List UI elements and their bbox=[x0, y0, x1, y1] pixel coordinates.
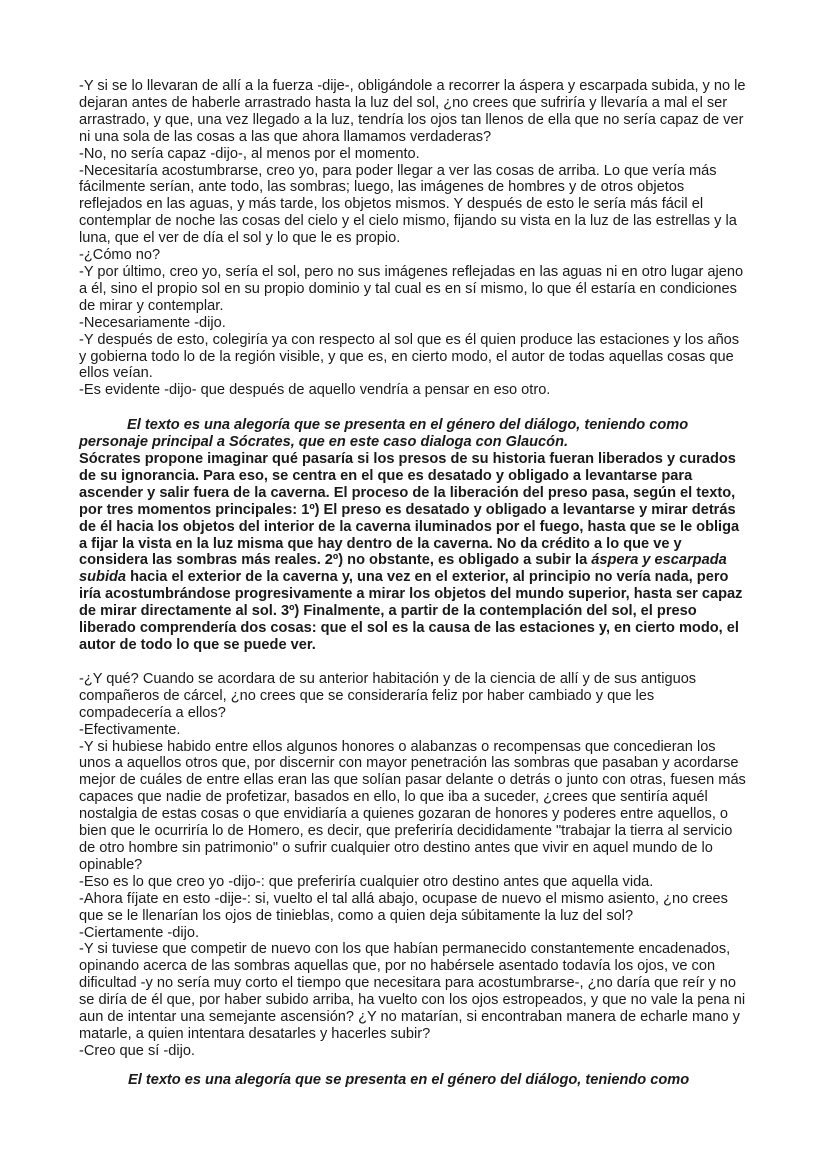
dialog-line: -Ahora fíjate en esto -dije-: si, vuelto el tal allá abajo, ocupase de nuevo el mismo asiento, ¿no crees bbox=[79, 890, 728, 907]
dialog-line: luna, que el ver de día el sol y lo que le es propio. bbox=[79, 230, 401, 247]
dialog-line: matarle, a quien intentara desatarles y hacerles subir? bbox=[79, 1025, 431, 1042]
summary-line: liberado comprendería dos cosas: que el sol es la causa de las estaciones y, en cierto modo, el bbox=[79, 620, 739, 637]
dialog-line: -Y después de esto, colegiría ya con respecto al sol que es él quien produce las estaciones y los años bbox=[79, 331, 740, 348]
dialog-line: de otro hombre sin patrimonio" o sufrir cualquier otro destino antes que vivir en aquel mundo de lo bbox=[79, 839, 713, 856]
summary-line: de su ignorancia. Para eso, se centra en el que es desatado y obligado a levantarse para bbox=[79, 467, 693, 484]
summary-line: iría acostumbrándose progresivamente a mirar los objetos del mundo superior, hasta ser capaz bbox=[79, 586, 743, 603]
dialog-line: a él, sino el propio sol en su propio dominio y tal cual es en sí mismo, lo que él estaría en condiciones bbox=[79, 280, 737, 297]
dialog-line: arrastrado, y que, una vez llegado a la luz, tendría los ojos tan llenos de ella que no sería capaz de ver bbox=[79, 111, 744, 128]
dialog-line: ni una sola de las cosas a las que ahora llamamos verdaderas? bbox=[79, 128, 492, 145]
quoted-phrase: áspera y escarpada bbox=[591, 552, 727, 569]
summary-line: Sócrates propone imaginar qué pasaría si los presos de su historia fueran liberados y curados bbox=[79, 451, 736, 468]
summary-text: considera las sombras más reales. 2º) no obstante, es obligado a subir la bbox=[79, 552, 592, 569]
dialog-line: aun de intentar una semejante ascensión? ¿Y no matarían, si encontraban manera de echarle mano y bbox=[79, 1009, 740, 1026]
dialog-line: reflejados en las aguas, y más tarde, los objetos mismos. Y después de esto le sería más fácil el bbox=[79, 196, 704, 213]
dialog-line: compadecería a ellos? bbox=[79, 704, 226, 721]
dialog-line: -Y si se lo llevaran de allí a la fuerza -dije-, obligándole a recorrer la áspera y escarpada subida, y no le bbox=[79, 78, 746, 94]
dialog-line: -No, no sería capaz -dijo-, al menos por el momento. bbox=[79, 145, 420, 162]
document-page bbox=[79, 78, 755, 1060]
dialog-line: compañeros de cárcel, ¿no crees que se consideraría feliz por haber cambiado y que les bbox=[79, 687, 655, 704]
dialog-line: -Y si hubiese habido entre ellos algunos honores o alabanzas o recompensas que concedieran los bbox=[79, 738, 716, 755]
quoted-phrase: subida bbox=[79, 569, 127, 586]
dialog-line: -Necesitaría acostumbrarse, creo yo, para poder llegar a ver las cosas de arriba. Lo que vería más bbox=[79, 162, 717, 179]
heading-line: personaje principal a Sócrates, que en este caso dialoga con Glaucón. bbox=[79, 434, 569, 451]
dialog-line: mejor de cuáles de entre ellas eran las que solían pasar delante o detrás o junto con otras, fuesen más bbox=[79, 772, 746, 789]
dialog-line: dejaran antes de haberle arrastrado hasta la luz del sol, ¿no crees que sufriría y llevaría a mal el ser bbox=[79, 94, 728, 111]
summary-text: hacia el exterior de la caverna y, una vez en el exterior, al principio no vería nada, pero bbox=[126, 569, 729, 586]
dialog-line: unos a aquellos otros que, por discernir con mayor penetración las sombras que pasaban y acordarse bbox=[79, 755, 739, 772]
dialog-line: -¿Y qué? Cuando se acordara de su anterior habitación y de la ciencia de allí y de sus antiguos bbox=[79, 670, 697, 687]
summary-line: por tres momentos principales: 1º) El preso es desatado y obligado a levantarse y mirar detrás bbox=[79, 501, 736, 518]
summary-line bbox=[79, 552, 755, 569]
dialog-line: -Creo que sí -dijo. bbox=[79, 1042, 195, 1059]
dialog-block-2 bbox=[79, 671, 755, 1060]
summary-line: de mirar directamente al sol. 3º) Finalmente, a partir de la contemplación del sol, el preso bbox=[79, 603, 697, 620]
summary-line: a fijar la vista en la luz misma que hay dentro de la caverna. No da crédito a lo que ve y bbox=[79, 535, 682, 552]
dialog-line: fácilmente serían, ante todo, las sombras; luego, las imágenes de hombres y de otros objetos bbox=[79, 179, 685, 196]
dialog-line: se diría de él que, por haber subido arriba, ha vuelto con los ojos estropeados, y que no vale la pena ni bbox=[79, 992, 746, 1009]
section-heading-2: El texto es una alegoría que se presenta en el género del diálogo, teniendo como bbox=[128, 1072, 690, 1088]
section-heading bbox=[79, 417, 755, 451]
dialog-line: opinable? bbox=[79, 856, 143, 873]
dialog-block-1 bbox=[79, 78, 755, 399]
dialog-line: -Y por último, creo yo, sería el sol, pero no sus imágenes reflejadas en las aguas ni en otro lugar ajeno bbox=[79, 263, 744, 280]
dialog-line: dificultad -y no sería muy corto el tiempo que necesitara para acostumbrarse-, ¿no daría que reír y no bbox=[79, 975, 737, 992]
heading-line: El texto es una alegoría que se presenta en el género del diálogo, teniendo como bbox=[127, 417, 689, 434]
dialog-line: -Eso es lo que creo yo -dijo-: que preferiría cualquier otro destino antes que aquella vida. bbox=[79, 873, 654, 890]
summary-line: autor de todo lo que se puede ver. bbox=[79, 637, 316, 653]
dialog-line: bien que le ocurriría lo de Homero, es decir, que preferiría decididamente "trabajar la tierra al servicio bbox=[79, 823, 733, 840]
dialog-line: de mirar y contemplar. bbox=[79, 297, 224, 314]
dialog-line: -Es evidente -dijo- que después de aquello vendría a pensar en eso otro. bbox=[79, 382, 551, 399]
dialog-line: opinando acerca de las sombras aquellas que, por no habérsele asentado todavía los ojos, ve con bbox=[79, 958, 716, 975]
summary-line bbox=[79, 569, 755, 586]
dialog-line: nostalgia de estas cosas o que envidiaría a quienes gozaran de honores y poderes entre aquellos, o bbox=[79, 806, 729, 823]
dialog-line: -Ciertamente -dijo. bbox=[79, 924, 200, 941]
dialog-line: y gobierna todo lo de la región visible, y que es, en cierto modo, el autor de todas aquellas cosas que bbox=[79, 348, 734, 365]
dialog-line: contemplar de noche las cosas del cielo y el cielo mismo, fijando su vista en la luz de las estrellas y la bbox=[79, 213, 737, 230]
dialog-line: -Efectivamente. bbox=[79, 721, 181, 738]
dialog-line: -Necesariamente -dijo. bbox=[79, 314, 226, 331]
dialog-line: -¿Cómo no? bbox=[79, 247, 161, 264]
dialog-line: ellos veían. bbox=[79, 365, 153, 382]
summary-line: de él hacia los objetos del interior de la caverna iluminados por el fuego, hasta que se le obliga bbox=[79, 518, 740, 535]
summary-line: ascender y salir fuera de la caverna. El proceso de la liberación del preso pasa, según el texto, bbox=[79, 484, 736, 501]
summary-paragraph bbox=[79, 451, 755, 654]
dialog-line: capaces que nadie de profetizar, basados en ello, lo que iba a suceder, ¿crees que sentiría aquél bbox=[79, 789, 708, 806]
dialog-line: que se le llenarían los ojos de tinieblas, como a quien deja súbitamente la luz del sol? bbox=[79, 907, 634, 924]
dialog-line: -Y si tuviese que competir de nuevo con los que habían permanecido constantemente encadenados, bbox=[79, 941, 731, 958]
